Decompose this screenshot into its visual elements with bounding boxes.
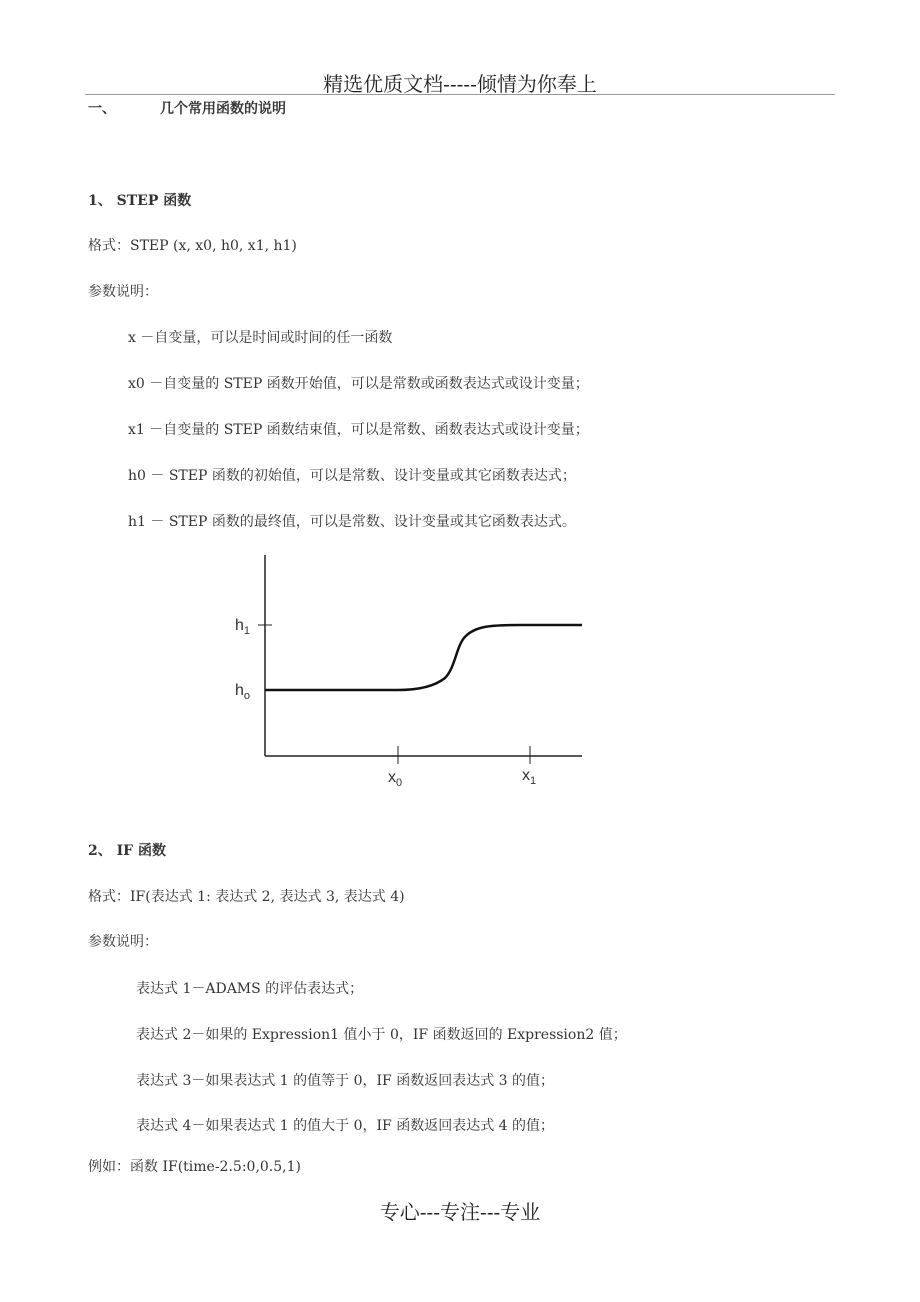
section-number: 一、	[88, 101, 116, 117]
step-param: h1 － STEP 函数的最终值，可以是常数、设计变量或其它函数表达式。	[128, 514, 576, 530]
if-example: 例如：函数 IF(time-2.5:0,0.5,1)	[88, 1159, 301, 1175]
step-curve	[265, 625, 582, 690]
h1-label: $h_1$	[235, 617, 251, 637]
page-header: 精选优质文档-----倾情为你奉上	[323, 72, 597, 96]
step-param: x1 －自变量的 STEP 函数结束值，可以是常数、函数表达式或设计变量；	[128, 422, 589, 438]
step-param: x0 －自变量的 STEP 函数开始值，可以是常数或函数表达式或设计变量；	[128, 376, 589, 392]
if-param: 表达式 3－如果表达式 1 的值等于 0，IF 函数返回表达式 3 的值；	[136, 1073, 555, 1089]
page-footer: 专心---专注---专业	[379, 1200, 541, 1224]
if-param: 表达式 2－如果的 Expression1 值小于 0，IF 函数返回的 Expression2 值；	[136, 1027, 627, 1043]
step-params-label: 参数说明：	[88, 284, 158, 300]
if-params-label: 参数说明：	[88, 934, 158, 950]
step-function-figure	[220, 550, 600, 800]
section-title: 几个常用函数的说明	[160, 101, 286, 117]
step-heading: 1、 STEP 函数	[88, 193, 192, 209]
x1-label: $x_1$	[522, 767, 537, 787]
step-format: 格式：STEP (x, x0, h0, x1, h1)	[88, 238, 297, 254]
step-param: x －自变量，可以是时间或时间的任一函数	[128, 330, 393, 346]
if-param: 表达式 1－ADAMS 的评估表达式；	[136, 981, 364, 997]
if-heading: 2、 IF 函数	[88, 843, 166, 859]
step-param: h0 － STEP 函数的初始值，可以是常数、设计变量或其它函数表达式；	[128, 468, 576, 484]
h0-label: $h_o$	[235, 682, 251, 702]
if-param: 表达式 4－如果表达式 1 的值大于 0，IF 函数返回表达式 4 的值；	[136, 1118, 555, 1134]
x0-label: $x_0$	[388, 769, 403, 789]
header-rule	[85, 94, 835, 95]
if-format: 格式：IF(表达式 1: 表达式 2, 表达式 3, 表达式 4)	[88, 889, 405, 905]
